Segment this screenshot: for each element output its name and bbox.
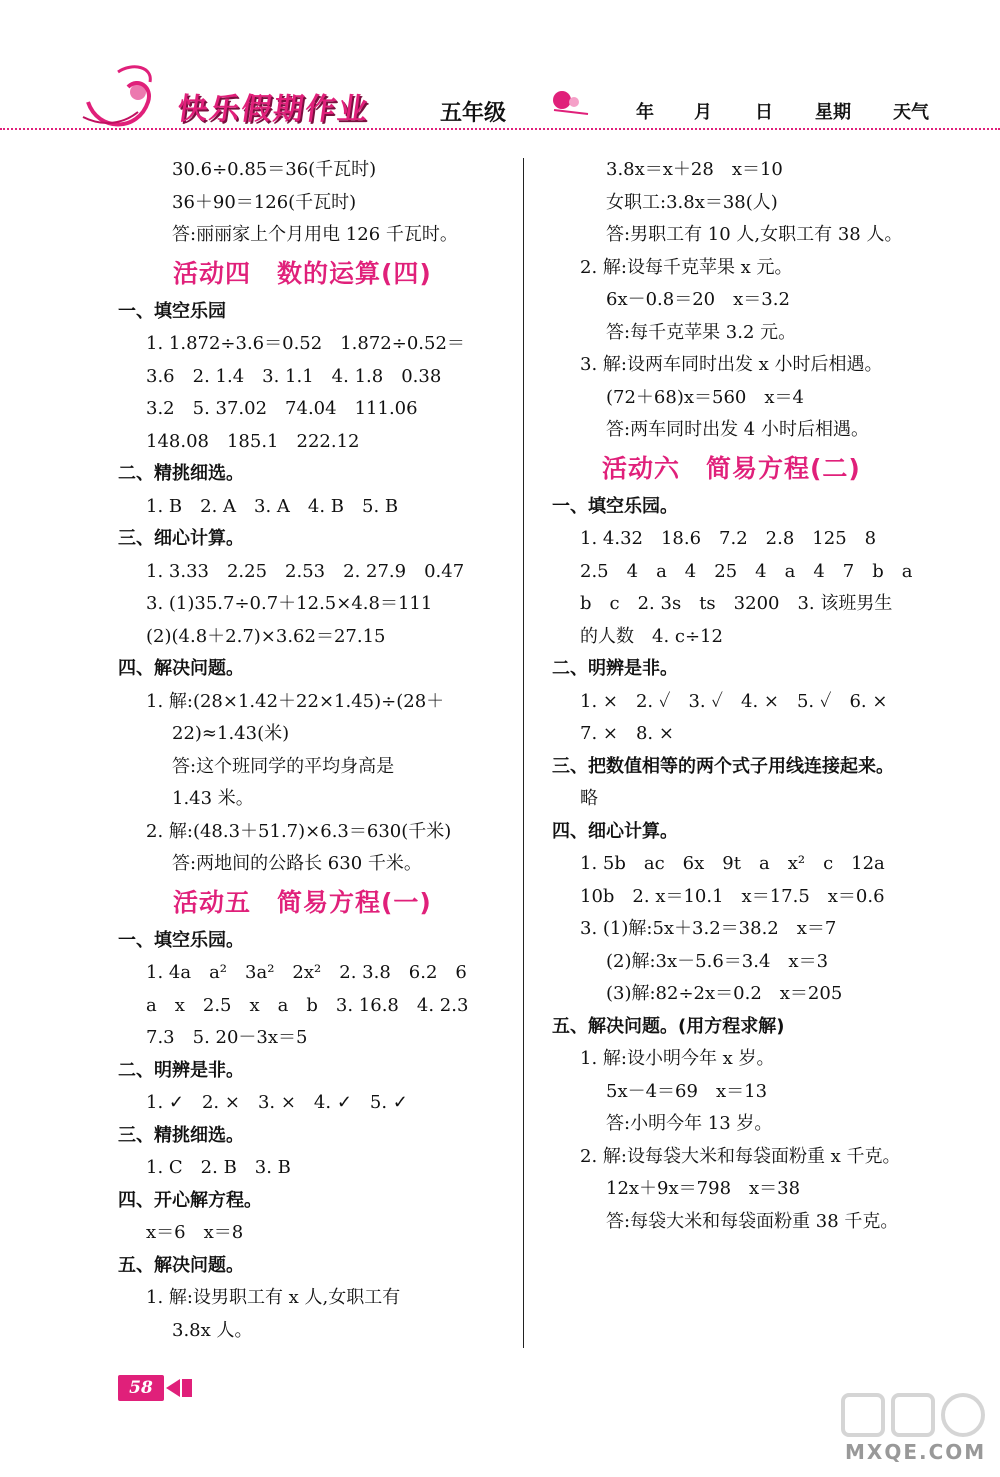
answer-line: 6x－0.8＝20 x＝3.2 [606,289,790,310]
section-title: 一、填空乐园。 [552,495,678,517]
weekday-label: 星期 [815,102,851,123]
answer-line: 2. 解:设每千克苹果 x 元。 [580,256,793,278]
answer-line: 略 [580,788,598,809]
watermark-text: MXQE.COM [845,1440,987,1464]
answer-line: 22)≈1.43(米) [172,723,290,744]
answer-line: 答:每袋大米和每袋面粉重 38 千克。 [606,1210,899,1232]
activity-heading: 活动四 数的运算(四) [173,258,432,288]
answer-line: 答:小明今年 13 岁。 [606,1113,773,1134]
answer-line: 30.6÷0.85＝36(千瓦时) [172,159,377,180]
answer-line: 1. 解:设小明今年 x 岁。 [580,1048,775,1069]
answer-line: 答:两车同时出发 4 小时后相遇。 [606,419,869,440]
answer-line: 148.08 185.1 222.12 [146,430,360,452]
answer-line: 的人数 4. c÷12 [580,625,723,647]
answer-line: 2.5 4 a 4 25 4 a 4 7 b a [580,560,913,582]
answer-line: 1. B 2. A 3. A 4. B 5. B [146,495,399,517]
page-number: 58 [118,1375,164,1401]
header-divider [0,128,1000,130]
answer-line: 3. (1)35.7÷0.7＋12.5×4.8＝111 [146,593,433,614]
answer-line: 3.6 2. 1.4 3. 1.1 4. 1.8 0.38 [146,365,442,387]
section-title: 三、把数值相等的两个式子用线连接起来。 [552,755,894,777]
page-marker [182,1379,192,1397]
answer-line: 3.2 5. 37.02 74.04 111.06 [146,398,418,419]
answer-line: 10b 2. x＝10.1 x＝17.5 x＝0.6 [580,885,885,907]
answer-line: 2. 解:(48.3＋51.7)×6.3＝630(千米) [146,820,452,842]
activity-heading: 活动六 简易方程(二) [602,453,861,483]
answer-line: 3.8x 人。 [172,1319,253,1341]
answer-line: 答:两地间的公路长 630 千米。 [172,853,422,874]
answer-line: (72＋68)x＝560 x＝4 [606,386,804,408]
answer-line: 答:每千克苹果 3.2 元。 [606,321,797,343]
answer-line: 36＋90＝126(千瓦时) [172,191,357,213]
answer-line: 1. 4a a² 3a² 2x² 2. 3.8 6.2 6 [146,962,467,983]
answer-line: (3)解:82÷2x＝0.2 x＝205 [606,983,843,1004]
answer-line: 答:丽丽家上个月用电 126 千瓦时。 [172,224,458,245]
right-column [552,154,942,1238]
year-label: 年 [636,102,654,123]
answer-line: 5x－4＝69 x＝13 [606,1080,768,1102]
answer-line: 1. 解:(28×1.42＋22×1.45)÷(28＋ [146,690,445,712]
answer-line: 1. 1.872÷3.6＝0.52 1.872÷0.52＝ [146,333,465,354]
answer-line: 7. × 8. × [580,723,674,744]
answer-line: 3. 解:设两车同时出发 x 小时后相遇。 [580,354,883,375]
activity-heading: 活动五 简易方程(一) [173,887,432,917]
section-title: 三、精挑细选。 [118,1124,244,1146]
month-label: 月 [694,102,712,123]
answer-line: 1. 5b ac 6x 9t a x² c 12a [580,853,885,874]
page-arrow-icon [166,1379,180,1397]
section-title: 一、填空乐园 [118,300,226,322]
answer-line: 1. 4.32 18.6 7.2 2.8 125 8 [580,528,877,549]
answer-line: 1. × 2. ✓ 3. ✓ 4. × 5. ✓ 6. × [580,690,888,712]
weather-label: 天气 [893,102,929,123]
answer-line: b c 2. 3s ts 3200 3. 该班男生 [580,593,893,614]
answer-line: 1. C 2. B 3. B [146,1157,291,1178]
answer-line: 答:这个班同学的平均身高是 [172,755,395,777]
flower-icon [548,88,596,118]
left-column [118,154,508,1347]
section-title: 四、开心解方程。 [118,1189,262,1211]
section-title: 四、细心计算。 [552,820,678,842]
page-title: 快乐假期作业 [175,92,372,127]
section-title: 四、解决问题。 [118,658,244,679]
grade-label: 五年级 [440,101,507,126]
section-title: 二、明辨是非。 [118,1059,244,1081]
answer-line: 1. 3.33 2.25 2.53 2. 27.9 0.47 [146,560,465,582]
answer-line: 女职工:3.8x＝38(人) [606,191,778,213]
section-title: 五、解决问题。(用方程求解) [552,1015,785,1037]
logo-swirl-icon [78,62,173,134]
answer-line: 7.3 5. 20－3x＝5 [146,1027,308,1048]
section-title: 二、精挑细选。 [118,463,244,484]
column-divider [523,158,524,1348]
answer-line: 答:男职工有 10 人,女职工有 38 人。 [606,224,903,245]
answer-line: 3. (1)解:5x＋3.2＝38.2 x＝7 [580,918,837,939]
answer-line: 1.43 米。 [172,788,254,809]
answer-line: 3.8x＝x＋28 x＝10 [606,159,783,180]
answer-line: 1. 解:设男职工有 x 人,女职工有 [146,1287,401,1308]
answer-line: a x 2.5 x a b 3. 16.8 4. 2.3 [146,994,469,1016]
section-title: 三、细心计算。 [118,528,244,549]
day-label: 日 [755,102,773,123]
answer-line: 2. 解:设每袋大米和每袋面粉重 x 千克。 [580,1145,901,1167]
section-title: 一、填空乐园。 [118,929,244,951]
answer-line: x＝6 x＝8 [146,1222,244,1243]
answer-line: 1. ✓ 2. × 3. × 4. ✓ 5. ✓ [146,1092,408,1113]
answer-line: 12x＋9x＝798 x＝38 [606,1178,801,1199]
answer-line: (2)(4.8＋2.7)×3.62＝27.15 [146,625,386,647]
section-title: 五、解决问题。 [118,1254,244,1276]
answer-line: (2)解:3x－5.6＝3.4 x＝3 [606,950,829,972]
section-title: 二、明辨是非。 [552,658,678,679]
